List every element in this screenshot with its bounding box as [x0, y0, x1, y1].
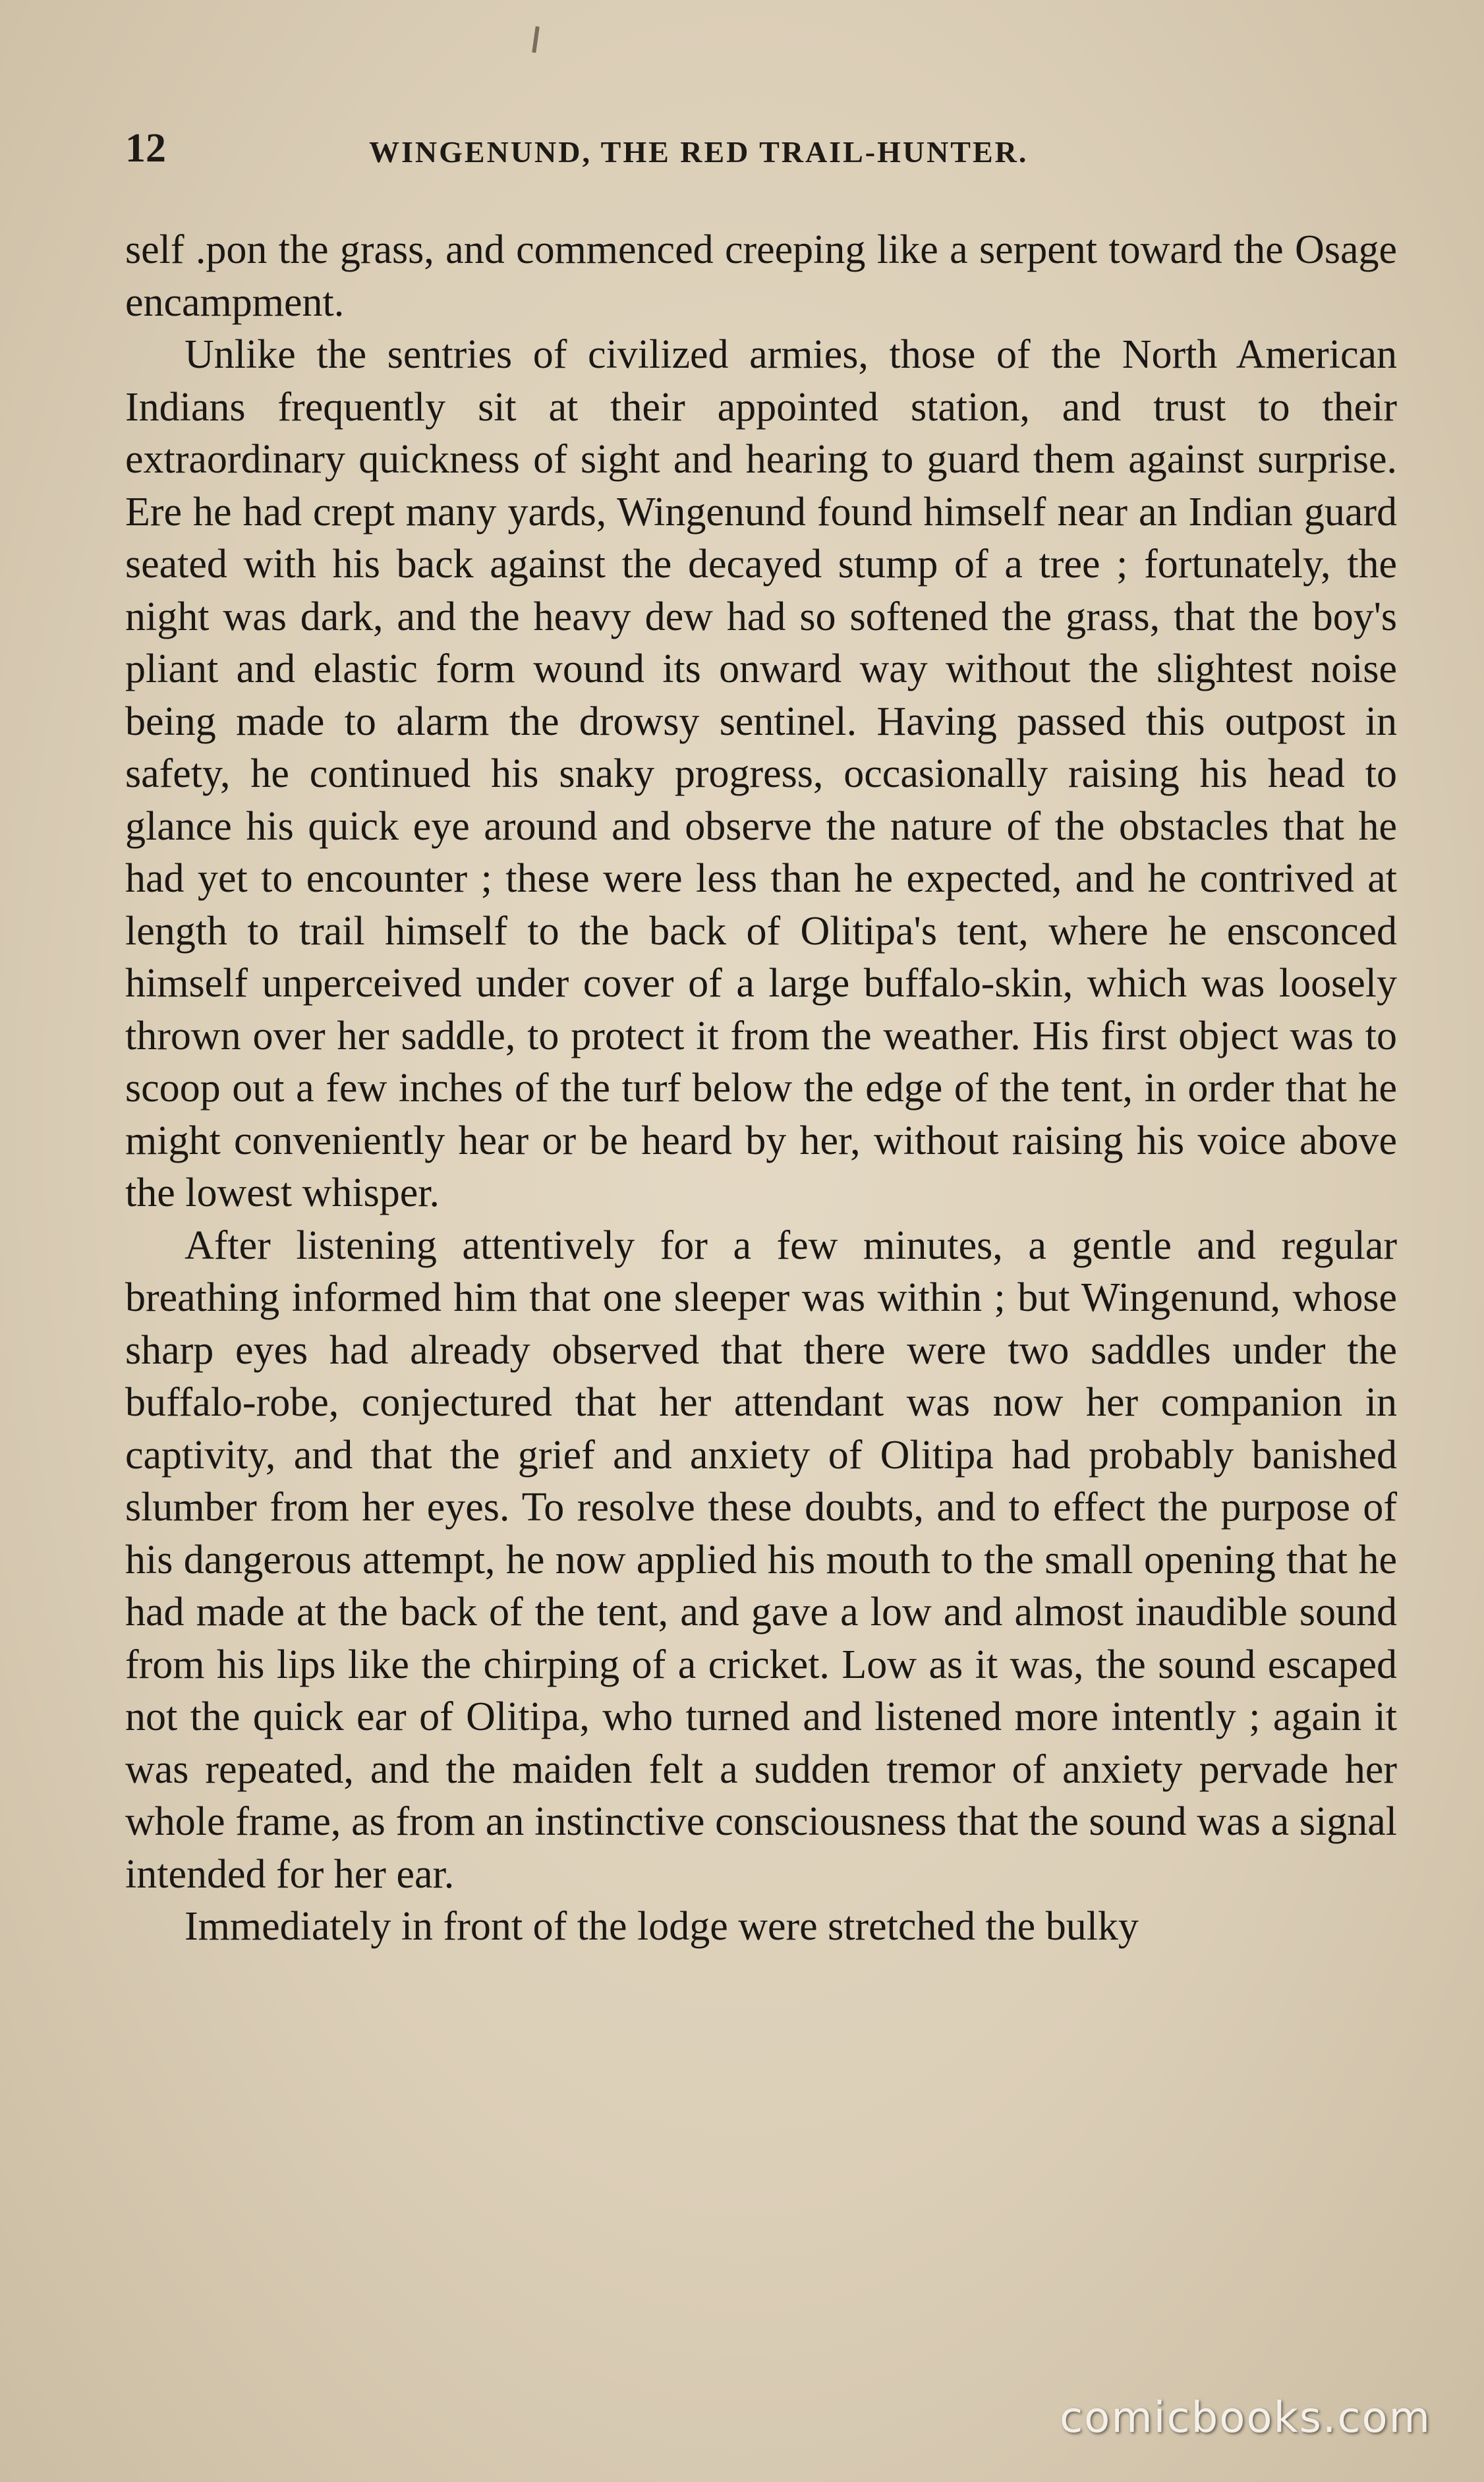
body-text [125, 224, 1397, 1953]
ink-speck [532, 26, 540, 53]
book-title: WINGENUND, THE RED TRAIL-HUNTER. [369, 135, 1029, 169]
paragraph: After listening attentively for a few minutes, a gentle and regular breathing informed him that one sleeper was within ; but Wingenund, whose sharp eyes had already observed that there were two saddles under the buffalo-robe, conjectured that her attendant was now her companion in captivity, and that the grief and anxiety of Olitipa had probably banished slumber from her eyes. To resolve these doubts, and to effect the purpose of his dangerous attempt, he now applied his mouth to the small opening that he had made at the back of the tent, and gave a low and almost inaudible sound from his lips like the chirping of a cricket. Low as it was, the sound escaped not the quick ear of Olitipa, who turned and listened more intently ; again it was repeated, and the maiden felt a sudden tremor of anxiety pervade her whole frame, as from an instinctive consciousness that the sound was a signal intended for her ear. [125, 1223, 1397, 1897]
paragraph: self .pon the grass, and commenced creeping like a serpent toward the Osage encampment. [125, 227, 1397, 325]
paragraph: Unlike the sentries of civilized armies, those of the North American Indians frequently sit at their appointed station, and trust to their extraordinary quickness of sight and hearing to guard them against surprise. Ere he had crept many yards, Wingenund found himself near an Indian guard seated with his back against the decayed stump of a tree ; fortunately, the night was dark, and the heavy dew had so softened the grass, that the boy's pliant and elastic form wound its onward way without the slightest noise being made to alarm the drowsy sentinel. Having passed this outpost in safety, he continued his snaky progress, occasionally raising his head to glance his quick eye around and observe the nature of the obstacles that he had yet to encounter ; these were less than he expected, and he contrived at length to trail himself to the back of Olitipa's tent, where he ensconced himself unperceived under cover of a large buffalo-skin, which was loosely thrown over her saddle, to protect it from the weather. His first object was to scoop out a few inches of the turf below the edge of the tent, in order that he might conveniently hear or be heard by her, without raising his voice above the lowest whisper. [125, 332, 1397, 1215]
page-number: 12 [125, 126, 166, 171]
running-header [125, 125, 1385, 178]
watermark: comicbooks.com [1059, 2394, 1431, 2442]
paragraph: Immediately in front of the lodge were stretched the bulky [185, 1904, 1139, 1949]
